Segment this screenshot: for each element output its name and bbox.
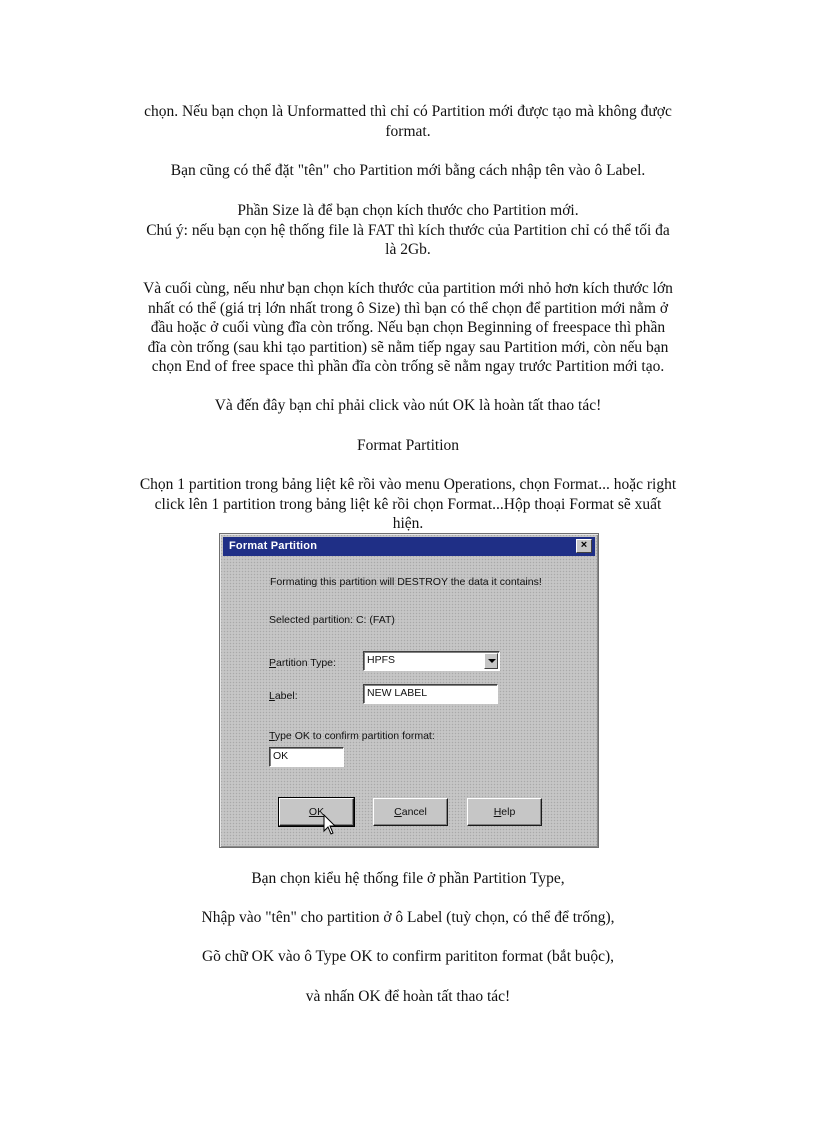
text-line: format.	[385, 122, 431, 140]
text-line: đĩa còn trống (sau khi tạo partition) sẽ nằm tiếp ngay sau Partition mới, còn nếu bạn	[147, 338, 669, 356]
bottom-line-2	[118, 908, 698, 928]
paragraph-label-note	[118, 161, 698, 181]
section-heading	[118, 436, 698, 456]
paragraph-unformatted-note	[118, 102, 698, 141]
heading-text: Format Partition	[356, 437, 460, 454]
help-button-label: Help	[493, 806, 516, 818]
confirm-input[interactable]	[269, 747, 344, 767]
ok-button-label: OK	[308, 806, 325, 818]
text-line: Và cuối cùng, nếu như bạn chọn kích thước của partition mới nhỏ hơn kích thước lớn	[143, 280, 673, 297]
bottom-line-4	[118, 987, 698, 1007]
partition-type-label: Partition Type:	[269, 657, 336, 669]
close-icon: ×	[580, 539, 588, 551]
text-line: Phần Size là để bạn chọn kích thước cho Partition mới.	[237, 202, 579, 219]
format-partition-dialog	[219, 533, 599, 848]
confirm-label: Type OK to confirm partition format:	[269, 730, 435, 742]
text-line: chọn. Nếu bạn chọn là Unformatted thì chỉ có Partition mới được tạo mà không được	[144, 103, 672, 120]
help-button[interactable]	[467, 798, 542, 826]
text-line: click lên 1 partition trong bảng liệt kê rồi chọn Format...Hộp thoại Format sẽ xuất	[154, 495, 662, 513]
ok-button[interactable]	[279, 798, 354, 826]
text-line: Bạn chọn kiểu hệ thống file ở phần Partition Type,	[251, 870, 565, 887]
text-line: hiện.	[392, 515, 424, 533]
warning-text: Formating this partition will DESTROY the data it contains!	[270, 576, 542, 588]
text-line: Và đến đây bạn chỉ phải click vào nút OK là hoàn tất thao tác!	[214, 397, 602, 414]
cancel-button[interactable]	[373, 798, 448, 826]
label-input-value: NEW LABEL	[367, 687, 428, 699]
confirm-input-value: OK	[273, 750, 289, 762]
paragraph-finish-note	[118, 396, 698, 416]
text-line: chọn End of free space thì phần đĩa còn trống sẽ nằm ngay trước Partition mới tạo.	[151, 358, 665, 376]
mouse-cursor-icon	[323, 814, 337, 836]
text-line: Gõ chữ OK vào ô Type OK to confirm parititon format (bắt buộc),	[201, 948, 615, 965]
text-line: Chọn 1 partition trong bảng liệt kê rồi vào menu Operations, chọn Format... hoặc right	[139, 476, 677, 493]
text-line: và nhấn OK để hoàn tất thao tác!	[305, 988, 511, 1005]
close-button[interactable]	[576, 539, 592, 553]
text-line: là 2Gb.	[385, 241, 431, 259]
selected-partition-text: Selected partition: C: (FAT)	[269, 614, 395, 626]
label-input[interactable]	[363, 684, 498, 704]
partition-type-select[interactable]	[363, 651, 500, 671]
cancel-button-label: Cancel	[394, 806, 427, 818]
bottom-line-1	[118, 869, 698, 889]
label-label: Label:	[269, 690, 298, 702]
paragraph-position-note	[118, 279, 698, 377]
chevron-down-icon[interactable]	[484, 653, 498, 669]
text-line: Bạn cũng có thể đặt "tên" cho Partition mới bằng cách nhập tên vào ô Label.	[170, 162, 646, 179]
partition-type-value: HPFS	[367, 654, 396, 666]
dialog-titlebar	[223, 537, 595, 556]
text-line: nhất có thể (giá trị lớn nhất trong ô Size) thì bạn có thể chọn để partition mới nằm ở	[147, 299, 669, 317]
text-line: đầu hoặc ở cuối vùng đĩa còn trống. Nếu bạn chọn Beginning of freespace thì phần	[150, 319, 666, 337]
text-line: Nhập vào "tên" cho partition ở ô Label (tuỳ chọn, có thể để trống),	[201, 909, 615, 926]
paragraph-format-intro	[118, 475, 698, 534]
dialog-title: Format Partition	[229, 540, 318, 552]
text-line: Chú ý: nếu bạn cọn hệ thống file là FAT thì kích thước của Partition chỉ có thể tối đa	[146, 221, 670, 239]
bottom-line-3	[118, 947, 698, 967]
paragraph-size-note	[118, 201, 698, 260]
